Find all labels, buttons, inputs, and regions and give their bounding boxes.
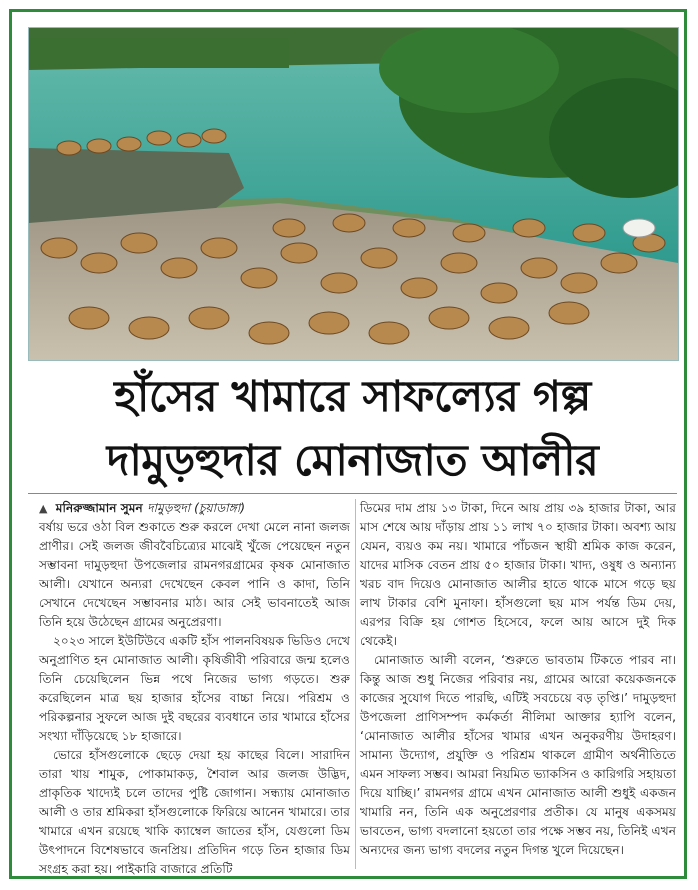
paragraph: বর্ষায় ভরে ওঠা বিল শুকাতে শুরু করলে দেখা মেলে নানা জলজ প্রাণীর। সেই জলজ জীববৈচিত্র্যের মাঝেই খুঁজে পেয়েছেন নতুন সম্ভাবনা দামুড়হুদা উপজেলার রামনগরগ্রামের কৃষক মোনাজাত আলী। যেখানে অন্যরা দেখেছেন কেবল পানি ও কাদা, তিনি সেখানে দেখেছেন সম্ভাবনার মাঠ। আর সেই ভাবনাতেই আজ তিনি হয়ে উঠেছেন গ্রামের অনুপ্রেরণা। (39, 520, 350, 629)
ducks-by-pond-photo (29, 28, 678, 360)
paragraph: মোনাজাত আলী বলেন, ‘শুরুতে ভাবতাম টিকতে পারব না। কিন্তু আজ শুধু নিজের পরিবার নয়, গ্রামের আরো কয়েকজনকে কাজের সুযোগ দিতে পারছি, এটিই সবচেয়ে বড় তৃপ্তি।’ দামুড়হুদা উপজেলা প্রাণিসম্পদ কর্মকর্তা নীলিমা আক্তার হ্যাপি বলেন, ‘মোনাজাত আলীর হাঁসের খামার এখন অনুকরণীয় উদাহরণ। সামান্য উদ্যোগ, প্রযুক্তি ও পরিশ্রম থাকলে গ্রামীণ অর্থনীতিতে এমন সাফল্য সম্ভব। আমরা নিয়মিত ভ্যাকসিন ও কারিগরি সহায়তা দিয়ে যাচ্ছি।’ রামনগর গ্রামে এখন মোনাজাত আলী শুধুই একজন খামারি নন, তিনি এক অনুপ্রেরণার প্রতীক। যে মানুষ একসময় ভাবতেন, ভাগ্য বদলানো হয়তো তার পক্ষে সম্ভব নয়, তিনিই এখন অন্যদের জন্য ভাগ্য বদলের নতুন দিগন্ত খুলে দিয়েছেন। (360, 653, 676, 857)
headline (28, 365, 677, 493)
article-column-right (360, 499, 676, 860)
byline (39, 499, 350, 518)
byline-place: দামুড়হুদা (চুয়াডাঙ্গা) (147, 501, 246, 515)
article-frame (9, 9, 687, 879)
article-photo (28, 27, 679, 361)
triangle-bullet-icon: ▲ (39, 502, 48, 515)
headline-line-1: হাঁসের খামারে সাফল্যের গল্প (114, 372, 591, 422)
byline-author: মনিরুজ্জামান সুমন (55, 501, 143, 515)
column-divider (355, 499, 356, 869)
headline-divider (28, 493, 677, 494)
paragraph: ডিমের দাম প্রায় ১৩ টাকা, দিনে আয় প্রায় ৩৯ হাজার টাকা, আর মাস শেষে আয় দাঁড়ায় প্রায় ১১ লাখ ৭০ হাজার টাকা। অবশ্য আয় যেমন, ব্যয়ও কম নয়। খামারে পাঁচজন স্থায়ী শ্রমিক কাজ করেন, যাদের মাসিক বেতন প্রায় ৫০ হাজার টাকা। খাদ্য, ওষুধ ও অন্যান্য খরচ বাদ দিয়েও মোনাজাত আলীর হাতে থাকে মাসে গড়ে ছয় লাখ টাকার বেশি মুনাফা। হাঁসগুলো ছয় মাস পর্যন্ত ডিম দেয়, এরপর বিক্রি হয় গোশত হিসেবে, ফলে আয় আসে দুই দিক থেকেই। (360, 501, 676, 648)
paragraph: ২০২৩ সালে ইউটিউবে একটি হাঁস পালনবিষয়ক ভিডিও দেখে অনুপ্রাণিত হন মোনাজাত আলী। কৃষিজীবী পরিবারে জন্ম হলেও তিনি চেয়েছিলেন ভিন্ন পথে নিজের ভাগ্য গড়তে। শুরু করেছিলেন মাত্র ছয় হাজার হাঁসের বাচ্চা নিয়ে। পরিশ্রম ও পরিকল্পনার সুফলে আজ দুই বছরের ব্যবধানে তার খামারে হাঁসের সংখ্যা দাঁড়িয়েছে ১৮ হাজারে। (39, 634, 350, 743)
headline-line-2: দামুড়হুদার মোনাজাত আলীর (106, 436, 599, 486)
paragraph: ভোরে হাঁসগুলোকে ছেড়ে দেয়া হয় কাছের বিলে। সারাদিন তারা খায় শামুক, পোকামাকড়, শৈবাল আর জলজ উদ্ভিদ, প্রাকৃতিক খাদ্যেই চলে তাদের পুষ্টি জোগান। সন্ধ্যায় মোনাজাত আলী ও তার শ্রমিকরা হাঁসগুলোকে ফিরিয়ে আনেন খামারে। তার খামারে এখন রয়েছে খাকি ক্যাম্বেল জাতের হাঁস, যেগুলো ডিম উৎপাদনে বিশেষভাবে জনপ্রিয়। প্রতিদিন গড়ে তিন হাজার ডিম সংগ্রহ করা হয়। পাইকারি বাজারে প্রতিটি (39, 748, 350, 876)
article-column-left (39, 499, 350, 879)
